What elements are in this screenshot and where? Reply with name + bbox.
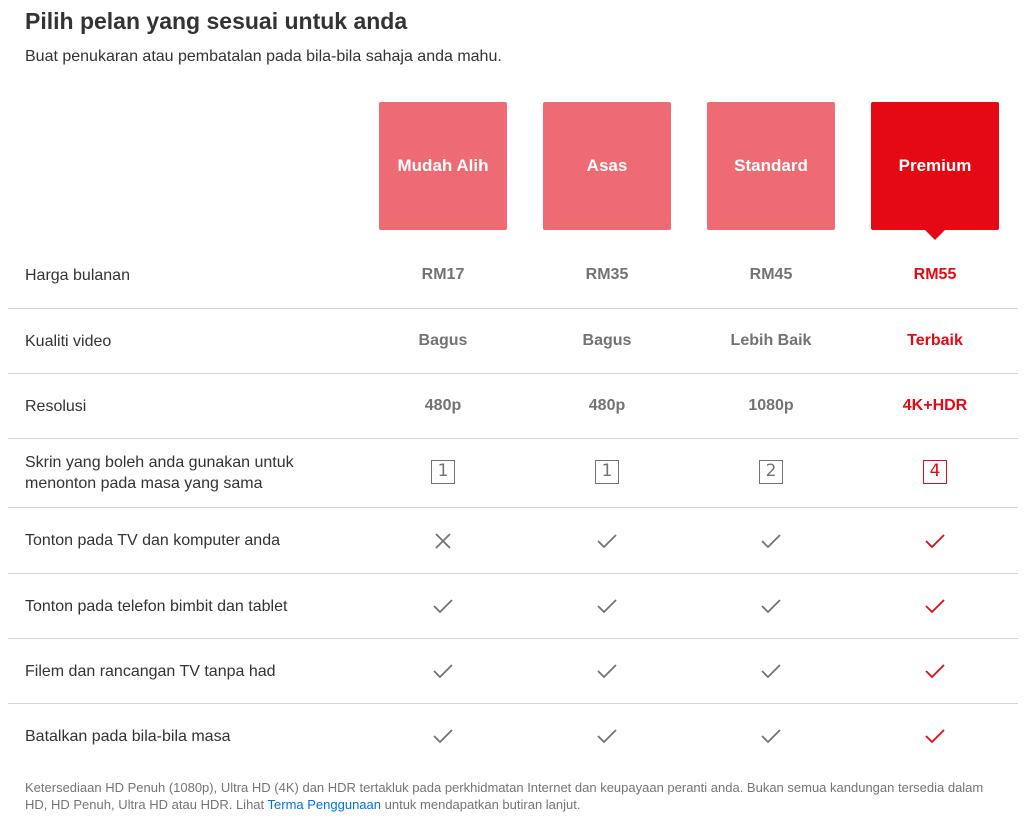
row-label-tv-computer: Tonton pada TV dan komputer anda xyxy=(25,532,280,549)
plan-card-premium[interactable] xyxy=(871,102,999,230)
plan-name: Standard xyxy=(734,156,808,175)
footnote-text-after: untuk mendapatkan butiran lanjut. xyxy=(381,797,581,812)
check-icon xyxy=(923,594,947,618)
screens-mudah-alih: 1 xyxy=(431,460,455,484)
check-icon xyxy=(595,594,619,618)
check-icon xyxy=(595,724,619,748)
plan-card-standard[interactable] xyxy=(707,102,835,230)
quality-asas: Bagus xyxy=(582,332,632,349)
resolution-asas: 480p xyxy=(588,397,626,414)
check-icon xyxy=(595,529,619,553)
row-label-screens-line2: menonton pada masa yang sama xyxy=(25,475,263,492)
row-divider xyxy=(8,373,1018,374)
check-icon xyxy=(923,724,947,748)
row-label-screens-line1: Skrin yang boleh anda gunakan untuk xyxy=(25,454,294,471)
cross-icon xyxy=(431,529,455,553)
resolution-standard: 1080p xyxy=(748,397,794,414)
row-divider xyxy=(8,438,1018,439)
check-icon xyxy=(431,659,455,683)
footnote-text-before: Ketersediaan HD Penuh (1080p), Ultra HD (4K) dan HDR tertakluk pada perkhidmatan Internet dan keupayaan peranti anda. Bukan semua kandungan tersedia dalam HD, HD Penuh, Ultra HD atau HDR. Lihat xyxy=(25,780,984,812)
check-icon xyxy=(923,659,947,683)
plan-name: Asas xyxy=(586,156,628,175)
screens-asas: 1 xyxy=(595,460,619,484)
check-icon xyxy=(759,724,783,748)
plan-card-asas[interactable] xyxy=(543,102,671,230)
page-title: Pilih pelan yang sesuai untuk anda xyxy=(25,8,408,34)
resolution-premium: 4K+HDR xyxy=(902,397,968,414)
check-icon xyxy=(595,659,619,683)
row-label-unlimited: Filem dan rancangan TV tanpa had xyxy=(25,663,276,680)
price-asas: RM35 xyxy=(585,266,629,283)
check-icon xyxy=(923,529,947,553)
row-divider xyxy=(8,638,1018,639)
footnote xyxy=(25,779,995,813)
terms-of-use-link[interactable]: Terma Penggunaan xyxy=(267,797,382,812)
screens-premium: 4 xyxy=(923,460,947,484)
check-icon xyxy=(759,659,783,683)
price-standard: RM45 xyxy=(749,266,793,283)
row-label-phone-tablet: Tonton pada telefon bimbit dan tablet xyxy=(25,598,288,615)
check-icon xyxy=(759,529,783,553)
screens-standard: 2 xyxy=(759,460,783,484)
row-divider xyxy=(8,308,1018,309)
resolution-mudah-alih: 480p xyxy=(424,397,462,414)
plan-name: Premium xyxy=(898,156,972,175)
check-icon xyxy=(431,724,455,748)
row-divider xyxy=(8,507,1018,508)
selected-pointer-icon xyxy=(925,230,945,240)
page-subtitle: Buat penukaran atau pembatalan pada bila-bila sahaja anda mahu. xyxy=(25,48,502,65)
row-label-cancel: Batalkan pada bila-bila masa xyxy=(25,728,231,745)
plan-name: Mudah Alih xyxy=(397,156,489,175)
quality-standard: Lebih Baik xyxy=(730,332,812,349)
row-label-screens xyxy=(25,452,294,494)
row-label-quality: Kualiti video xyxy=(25,333,112,350)
row-divider xyxy=(8,703,1018,704)
row-divider xyxy=(8,573,1018,574)
plan-card-mudah-alih[interactable] xyxy=(379,102,507,230)
check-icon xyxy=(431,594,455,618)
check-icon xyxy=(759,594,783,618)
row-label-price: Harga bulanan xyxy=(25,267,130,284)
row-label-resolution: Resolusi xyxy=(25,398,87,415)
price-mudah-alih: RM17 xyxy=(421,266,465,283)
quality-premium: Terbaik xyxy=(907,332,963,349)
quality-mudah-alih: Bagus xyxy=(418,332,468,349)
price-premium: RM55 xyxy=(913,266,957,283)
